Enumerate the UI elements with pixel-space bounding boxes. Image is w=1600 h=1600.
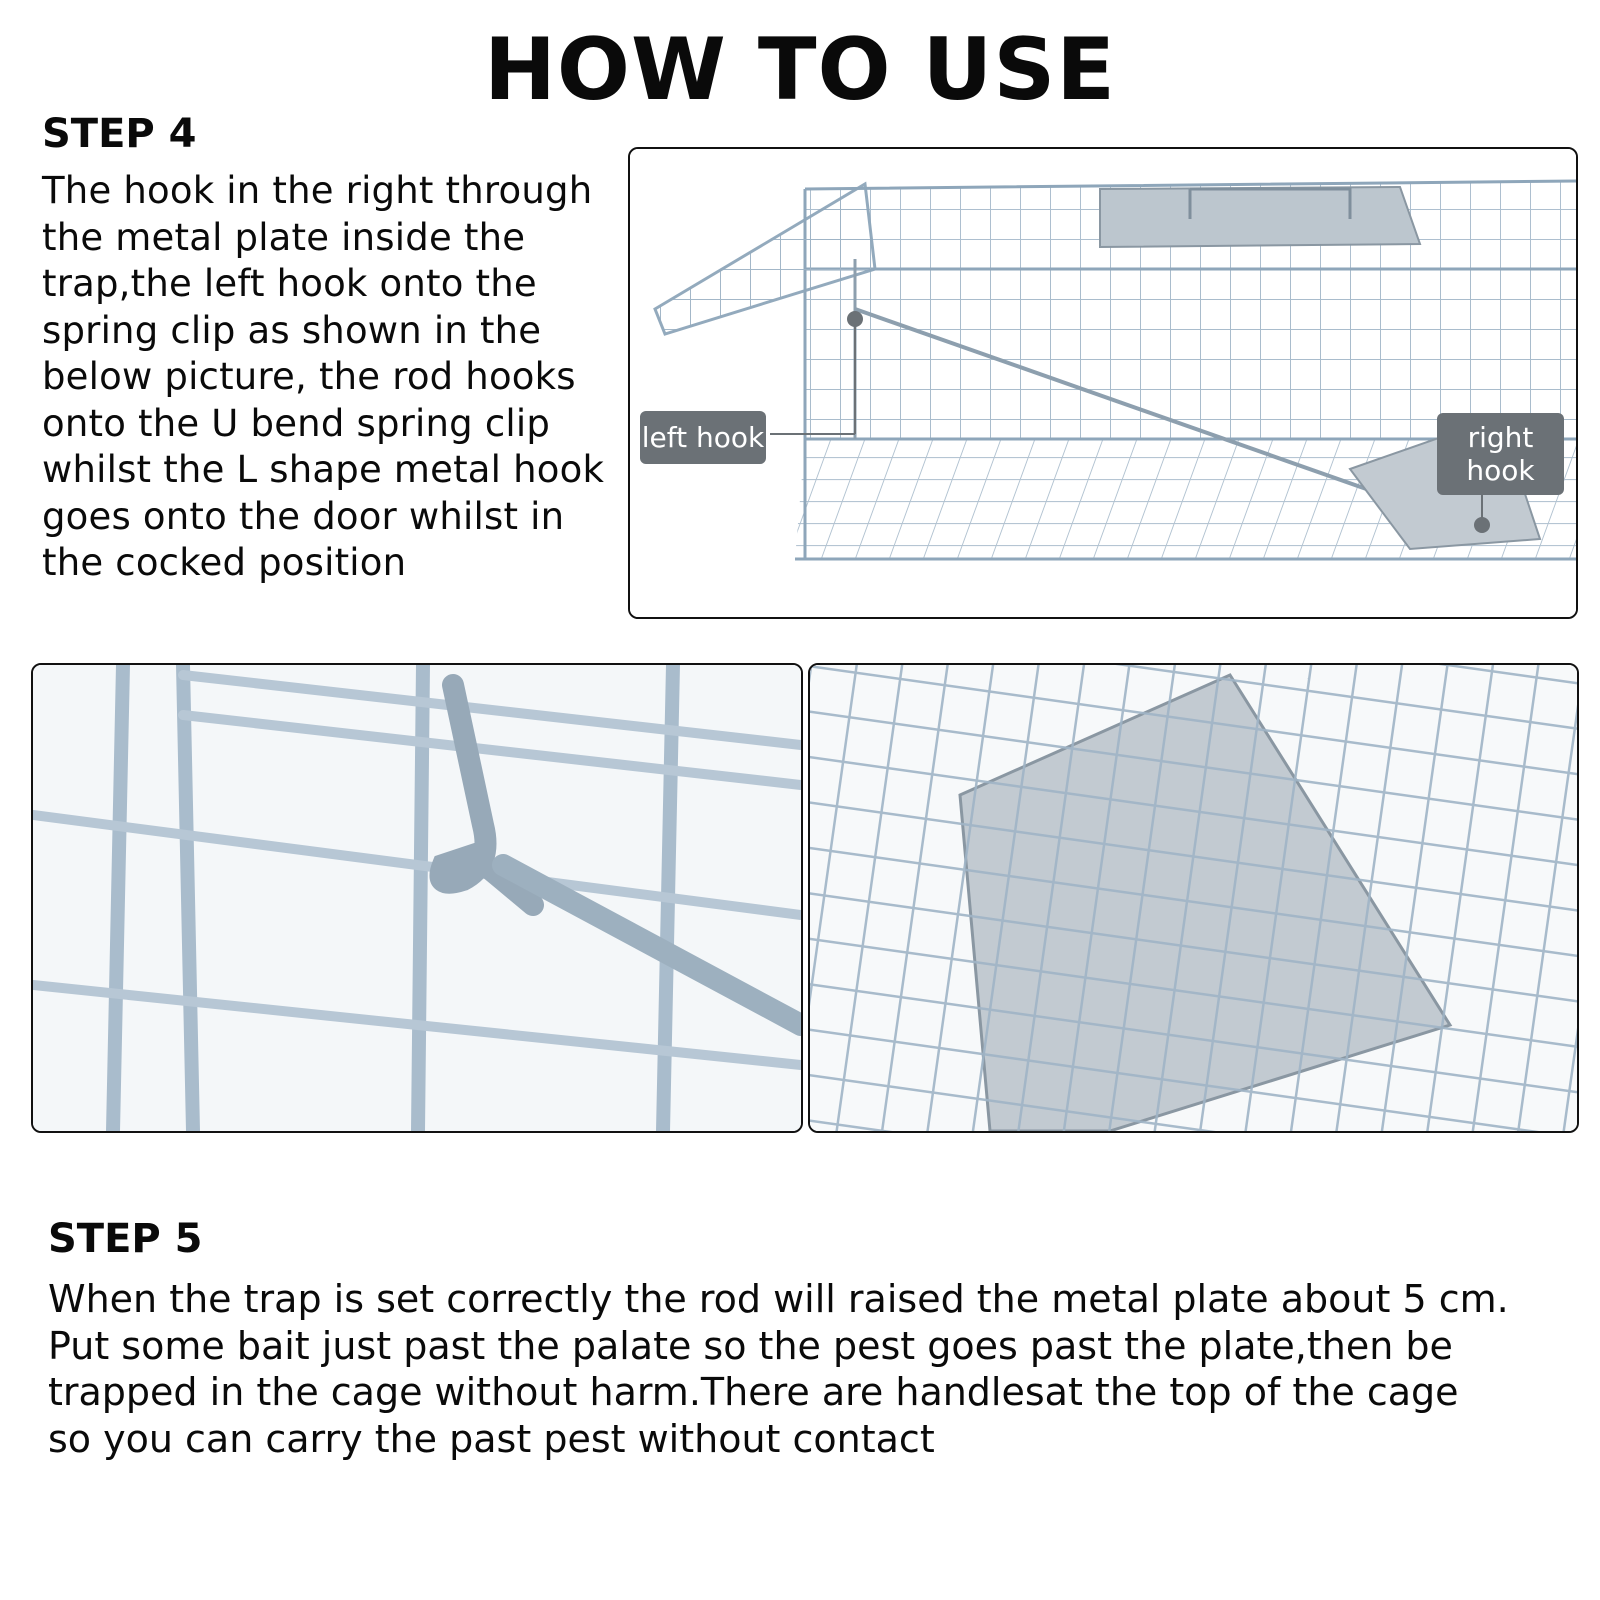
step5-line: trapped in the cage without harm.There are handlesat the top of the cage <box>48 1370 1459 1414</box>
step4-line: The hook in the right through <box>42 169 593 212</box>
step4-heading: STEP 4 <box>42 111 197 157</box>
plate-closeup-illustration <box>810 665 1577 1131</box>
step5-line: Put some bait just past the palate so the pest goes past the plate,then be <box>48 1323 1453 1368</box>
step4-line: below picture, the rod hooks <box>42 355 576 398</box>
hook-closeup-illustration <box>33 665 801 1131</box>
trap-cage-illustration <box>630 149 1576 617</box>
step5-line: so you can carry the past pest without contact <box>48 1416 935 1461</box>
page-title: HOW TO USE <box>483 20 1117 120</box>
plate-closeup-photo <box>808 663 1579 1133</box>
step4-line: the metal plate inside the <box>42 215 526 259</box>
step4-line: spring clip as shown in the <box>42 308 542 352</box>
left-hook-label: left hook <box>640 411 766 464</box>
step5-heading: STEP 5 <box>48 1216 203 1262</box>
step4-line: whilst the L shape metal hook <box>42 448 605 491</box>
step4-line: goes onto the door whilst in <box>42 494 565 538</box>
trap-overview-photo <box>628 147 1578 619</box>
right-hook-label <box>1437 413 1564 495</box>
step4-description <box>42 168 605 587</box>
right-hook-label-line: right <box>1467 421 1534 454</box>
right-hook-label-line: hook <box>1466 454 1535 487</box>
step5-line: When the trap is set correctly the rod will raised the metal plate about 5 cm. <box>48 1277 1509 1321</box>
hook-closeup-photo <box>31 663 803 1133</box>
step5-description <box>48 1276 1568 1462</box>
step4-line: the cocked position <box>42 541 407 584</box>
step4-line: onto the U bend spring clip <box>42 401 551 445</box>
step4-line: trap,the left hook onto the <box>42 262 537 305</box>
